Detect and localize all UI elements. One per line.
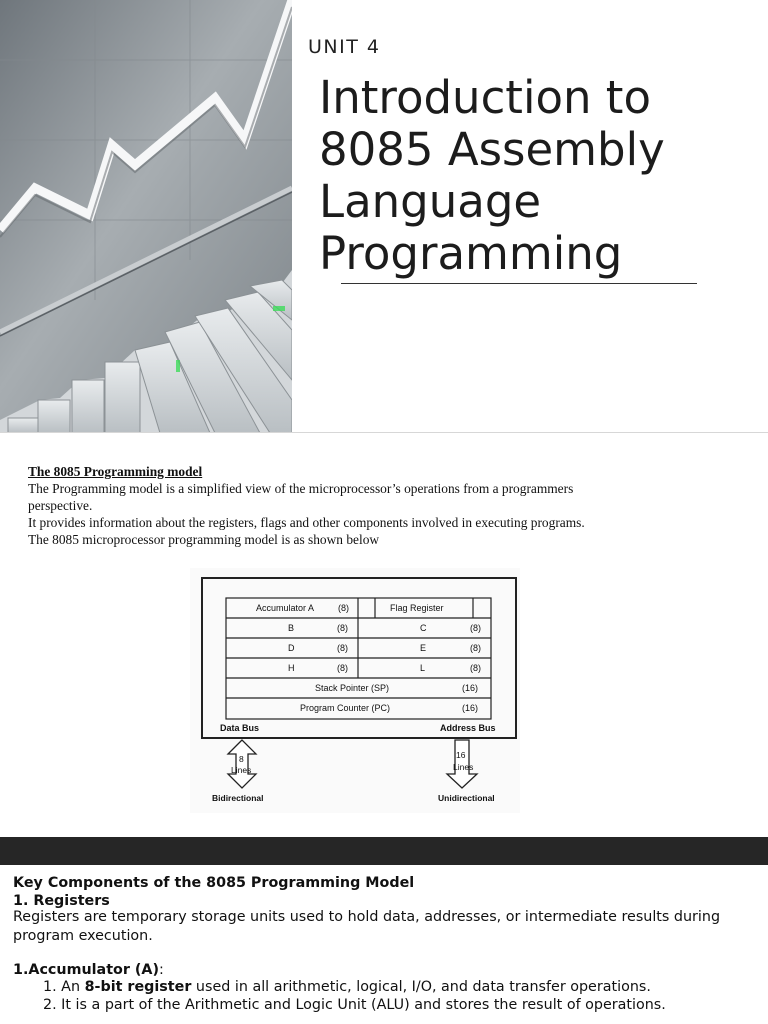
page-divider-band bbox=[0, 837, 768, 865]
data-lines-number: 8 bbox=[239, 754, 244, 764]
programming-model-diagram bbox=[190, 568, 520, 813]
data-lines-word: Lines bbox=[231, 765, 252, 775]
paragraph-line: The Programming model is a simplified view of the microprocessor’s operations from a programmers bbox=[28, 481, 574, 496]
list-item-bold: 8-bit register bbox=[84, 979, 192, 995]
unidirectional-label: Unidirectional bbox=[438, 793, 495, 803]
list-item-rest: used in all arithmetic, logical, I/O, and data transfer operations. bbox=[191, 979, 651, 995]
bits-label: (8) bbox=[337, 663, 348, 673]
paragraph-line: The 8085 microprocessor programming model is as shown below bbox=[28, 532, 380, 547]
registers-description: Registers are temporary storage units used to hold data, addresses, or intermediate results during bbox=[13, 909, 721, 925]
paragraph-line: perspective. bbox=[28, 498, 93, 513]
address-lines-word: Lines bbox=[453, 762, 474, 772]
paragraph-line: It provides information about the registers, flags and other components involved in executing programs. bbox=[28, 515, 585, 530]
bits-label: (16) bbox=[462, 703, 479, 713]
list-item: 2. It is a part of the Arithmetic and Logic Unit (ALU) and stores the result of operations. bbox=[43, 997, 666, 1013]
cover-page bbox=[0, 0, 768, 433]
document-title bbox=[319, 72, 759, 280]
notes-page bbox=[0, 865, 768, 1024]
bits-label: (8) bbox=[337, 623, 348, 633]
title-line: Introduction to bbox=[319, 71, 651, 124]
bidirectional-label: Bidirectional bbox=[212, 793, 264, 803]
colon: : bbox=[159, 962, 164, 978]
bits-label: (8) bbox=[470, 643, 481, 653]
accumulator-heading-text: 1.Accumulator (A) bbox=[13, 962, 160, 978]
bits-label: (8) bbox=[470, 623, 481, 633]
register-e-label: E bbox=[420, 643, 427, 653]
register-d-label: D bbox=[288, 643, 295, 653]
title-line: Programming bbox=[319, 227, 623, 280]
scanned-page bbox=[0, 433, 768, 837]
bits-label: (8) bbox=[338, 603, 349, 613]
title-underline-divider bbox=[341, 283, 697, 284]
title-line: 8085 Assembly bbox=[319, 123, 665, 176]
register-l-label: L bbox=[420, 663, 426, 673]
list-item bbox=[43, 978, 651, 997]
register-b-label: B bbox=[288, 623, 295, 633]
bits-label: (8) bbox=[470, 663, 481, 673]
cover-staircase-image bbox=[0, 0, 292, 433]
data-bus-label: Data Bus bbox=[220, 723, 260, 733]
register-h-label: H bbox=[288, 663, 295, 673]
section-heading: The 8085 Programming model bbox=[28, 464, 203, 479]
registers-heading: 1. Registers bbox=[13, 893, 110, 909]
flag-register-label: Flag Register bbox=[390, 603, 444, 613]
stack-pointer-label: Stack Pointer (SP) bbox=[315, 683, 390, 693]
registers-description: program execution. bbox=[13, 928, 153, 944]
address-bus-label: Address Bus bbox=[440, 723, 496, 733]
program-counter-label: Program Counter (PC) bbox=[300, 703, 391, 713]
title-line: Language bbox=[319, 175, 542, 228]
unit-label: UNIT 4 bbox=[308, 36, 381, 58]
list-item-prefix: 1. An bbox=[43, 979, 85, 995]
accumulator-label: Accumulator A bbox=[256, 603, 315, 613]
register-c-label: C bbox=[420, 623, 427, 633]
bits-label: (8) bbox=[337, 643, 348, 653]
bits-label: (16) bbox=[462, 683, 479, 693]
address-lines-number: 16 bbox=[456, 750, 466, 760]
notes-heading: Key Components of the 8085 Programming Model bbox=[13, 875, 415, 891]
